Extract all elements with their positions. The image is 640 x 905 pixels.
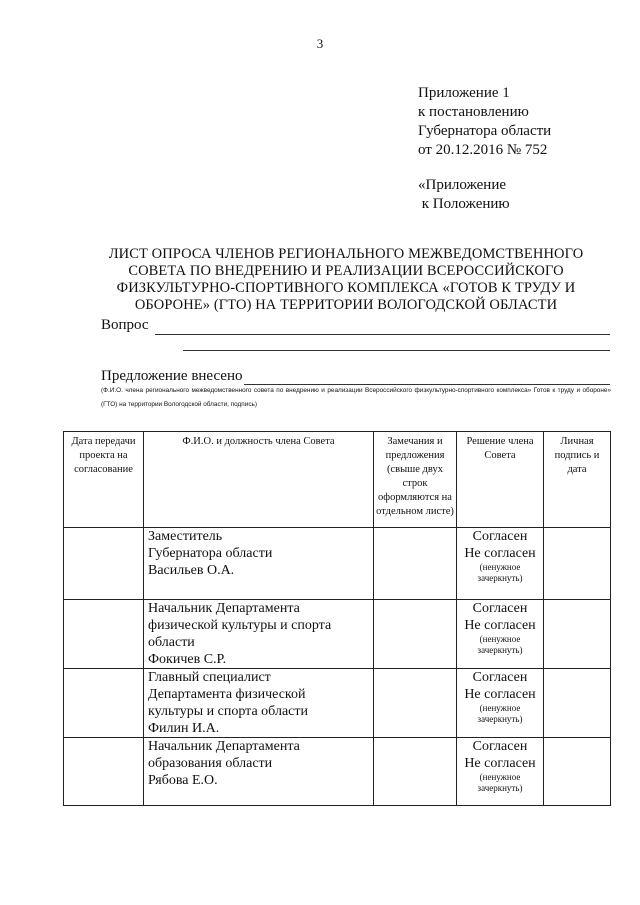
table-row [64,669,611,738]
appendix-block [418,84,551,160]
strike-note: зачеркнуть) [477,783,523,793]
proposal-label: Предложение внесено [101,368,243,384]
member-cell [144,600,374,669]
appendix-line: Приложение 1 [418,85,510,101]
member-line: физической культуры и спорта [148,618,332,633]
question-label: Вопрос [101,317,149,333]
appendix-line: к постановлению [418,104,529,120]
title-line: ОБОРОНЕ» (ГТО) НА ТЕРРИТОРИИ ВОЛОГОДСКОЙ ОБЛАСТИ [134,297,558,313]
agree-option: Согласен [472,670,528,685]
table-row [64,528,611,600]
decision-cell [457,528,544,600]
remarks-cell [374,600,457,669]
appendix-line: Губернатора области [418,123,552,139]
proposal-hint: (Ф.И.О. члена регионального межведомственного совета по внедрению и реализации Всероссийского физкультурно-спортивного комплекса» Готов к труду и обороне» (ГТО) на территории Вологодской области, подпись) [101,387,611,408]
disagree-option: Не согласен [464,687,536,702]
question-line-2 [183,350,610,351]
member-line: Начальник Департамента [148,739,300,754]
table-row [64,600,611,669]
member-line: области [148,635,195,650]
header-date: Дата передачи проекта на согласование [64,432,144,528]
strike-note: (ненужное [479,562,521,572]
document-title [96,246,596,314]
appendix-line: от 20.12.2016 № 752 [418,142,548,158]
agree-option: Согласен [472,529,528,544]
member-cell [144,669,374,738]
signature-cell [544,669,611,738]
appendix-reference [418,176,510,214]
signature-cell [544,528,611,600]
title-line: СОВЕТА ПО ВНЕДРЕНИЮ И РЕАЛИЗАЦИИ ВСЕРОССИЙСКОГО [128,263,564,279]
decision-cell [457,738,544,806]
disagree-option: Не согласен [464,756,536,771]
member-line: Фокичев С.Р. [148,652,227,667]
table-header-row [64,432,611,528]
remarks-cell [374,528,457,600]
member-cell [144,738,374,806]
date-cell [64,669,144,738]
member-line: Департамента физической [148,687,306,702]
remarks-cell [374,738,457,806]
disagree-option: Не согласен [464,618,536,633]
signature-cell [544,600,611,669]
member-line: Рябова Е.О. [148,773,218,788]
question-line-1 [155,334,610,335]
member-line: Филин И.А. [148,721,220,736]
member-line: Губернатора области [148,546,273,561]
signature-cell [544,738,611,806]
member-line: культуры и спорта области [148,704,308,719]
decision-cell [457,600,544,669]
header-signature: Личная подпись и дата [544,432,611,528]
member-line: образования области [148,756,273,771]
header-name: Ф.И.О. и должность члена Совета [144,432,374,528]
strike-note: зачеркнуть) [477,573,523,583]
member-line: Главный специалист [148,670,271,685]
header-decision: Решение члена Совета [457,432,544,528]
title-line: ФИЗКУЛЬТУРНО-СПОРТИВНОГО КОМПЛЕКСА «ГОТОВ К ТРУДУ И [116,280,576,296]
title-line: ЛИСТ ОПРОСА ЧЛЕНОВ РЕГИОНАЛЬНОГО МЕЖВЕДОМСТВЕННОГО [108,246,584,262]
table-row [64,738,611,806]
header-remarks: Замечания и предложения (свыше двух строк оформляются на отдельном листе) [374,432,457,528]
date-cell [64,600,144,669]
strike-note: (ненужное [479,772,521,782]
member-line: Заместитель [148,529,223,544]
appendix-ref-line: к Положению [418,196,510,212]
date-cell [64,738,144,806]
strike-note: зачеркнуть) [477,645,523,655]
agree-option: Согласен [472,739,528,754]
member-line: Начальник Департамента [148,601,300,616]
agree-option: Согласен [472,601,528,616]
strike-note: (ненужное [479,703,521,713]
member-cell [144,528,374,600]
remarks-cell [374,669,457,738]
decision-cell [457,669,544,738]
disagree-option: Не согласен [464,546,536,561]
date-cell [64,528,144,600]
member-line: Васильев О.А. [148,563,235,578]
survey-table [63,431,611,806]
page-number: 3 [316,36,324,51]
appendix-ref-line: «Приложение [418,177,507,193]
strike-note: зачеркнуть) [477,714,523,724]
strike-note: (ненужное [479,634,521,644]
